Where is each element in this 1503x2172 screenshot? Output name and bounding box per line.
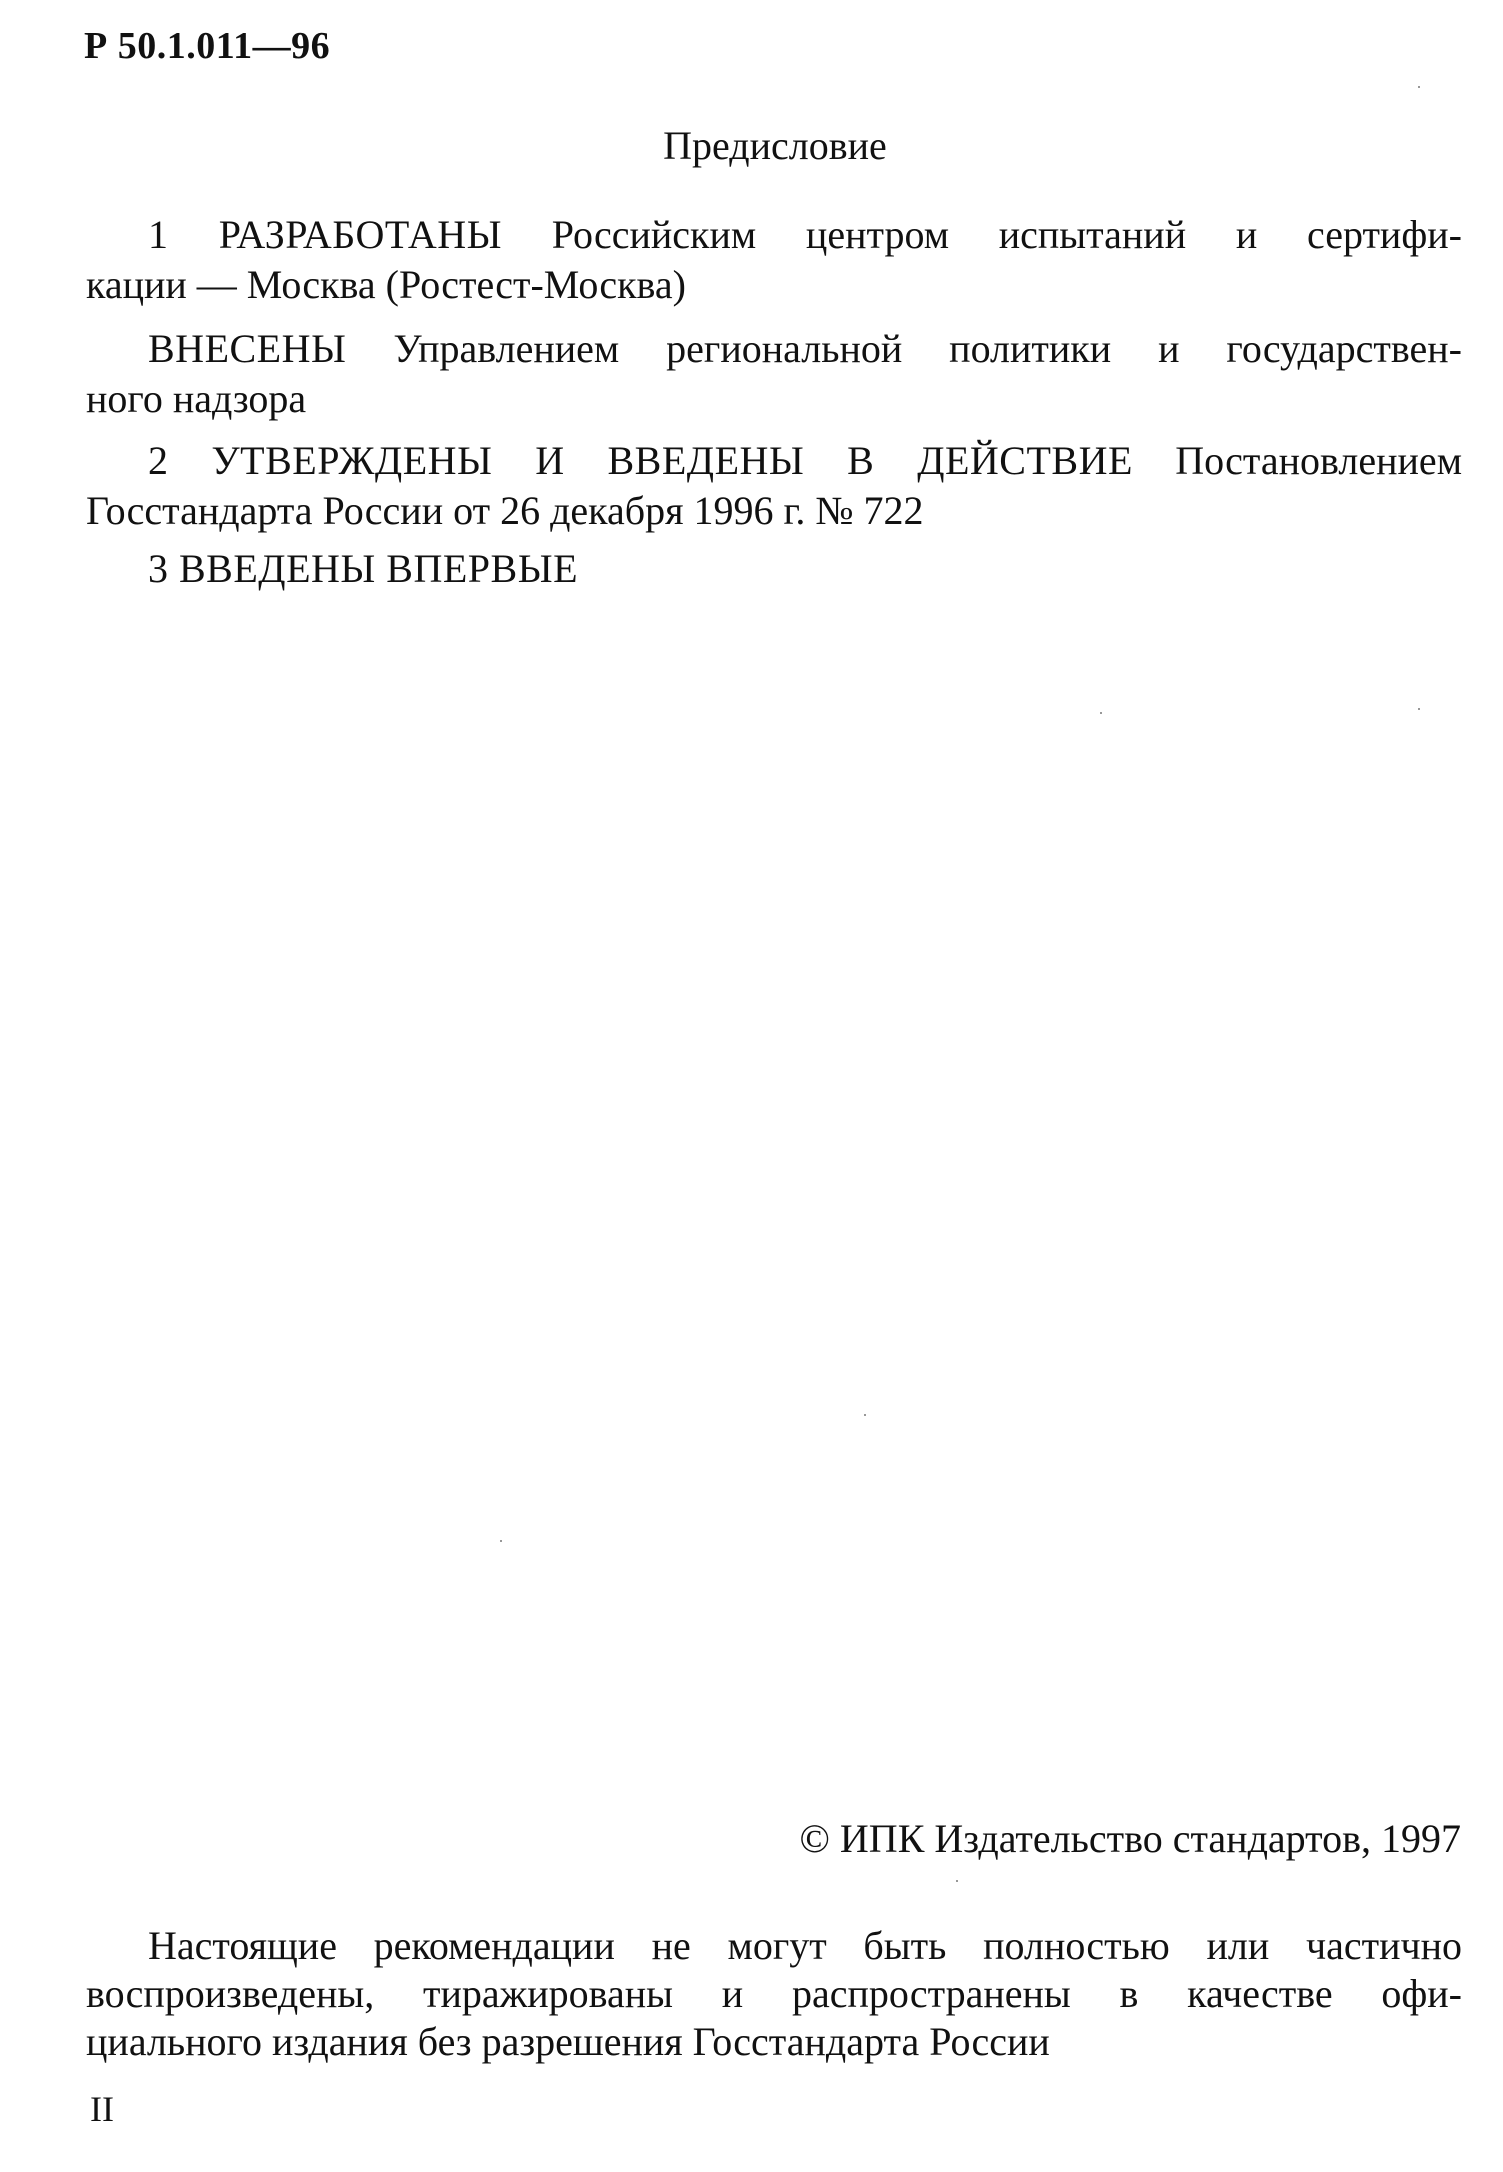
foreword-item-approved-text: Постановлением: [1132, 438, 1463, 483]
foreword-item-submitted: [86, 324, 1462, 424]
copyright-notice: © ИПК Издательство стандартов, 1997: [799, 1816, 1461, 1861]
scan-speck: [500, 1540, 502, 1542]
foreword-item-submitted-line2: ного надзора: [86, 376, 307, 421]
scan-speck: [1418, 708, 1420, 710]
foreword-item-developed: [86, 210, 1462, 310]
foreword-item-submitted-line1: [86, 324, 1462, 374]
foreword-item-developed-text: Российским центром испытаний и сертифи-: [501, 212, 1462, 257]
foreword-item-first-introduced: [86, 544, 1462, 594]
reproduction-notice-line1: Настоящие рекомендации не могут быть полностью или частично: [148, 1923, 1462, 1968]
reproduction-notice-line3: циального издания без разрешения Госстандарта России: [86, 2019, 1050, 2064]
scan-speck: [1418, 86, 1420, 88]
foreword-item-approved: [86, 436, 1462, 536]
reproduction-notice: [86, 1922, 1462, 2066]
foreword-item-developed-line1: [86, 210, 1462, 260]
foreword-item-first-introduced-line1: [86, 544, 1462, 594]
scan-speck: [864, 1414, 866, 1416]
document-number: Р 50.1.011—96: [84, 25, 331, 67]
foreword-item-first-introduced-lead: 3 ВВЕДЕНЫ ВПЕРВЫЕ: [148, 546, 579, 591]
foreword-title: Предисловие: [663, 123, 887, 168]
foreword-item-developed-lead: 1 РАЗРАБОТАНЫ: [148, 212, 502, 257]
page-number: II: [90, 2089, 114, 2129]
foreword-item-approved-line2: Госстандарта России от 26 декабря 1996 г. № 722: [86, 488, 924, 533]
foreword-item-submitted-lead: ВНЕСЕНЫ: [148, 326, 347, 371]
scan-speck: [1100, 712, 1102, 714]
scan-speck: [956, 1880, 958, 1882]
foreword-item-developed-line2: кации — Москва (Ростест-Москва): [86, 262, 686, 307]
foreword-item-submitted-text: Управлением региональной политики и государствен-: [346, 326, 1462, 371]
foreword-item-approved-line1: [86, 436, 1462, 486]
reproduction-notice-line2: воспроизведены, тиражированы и распространены в качестве офи-: [86, 1971, 1462, 2016]
foreword-item-approved-lead: 2 УТВЕРЖДЕНЫ И ВВЕДЕНЫ В ДЕЙСТВИЕ: [148, 438, 1133, 483]
